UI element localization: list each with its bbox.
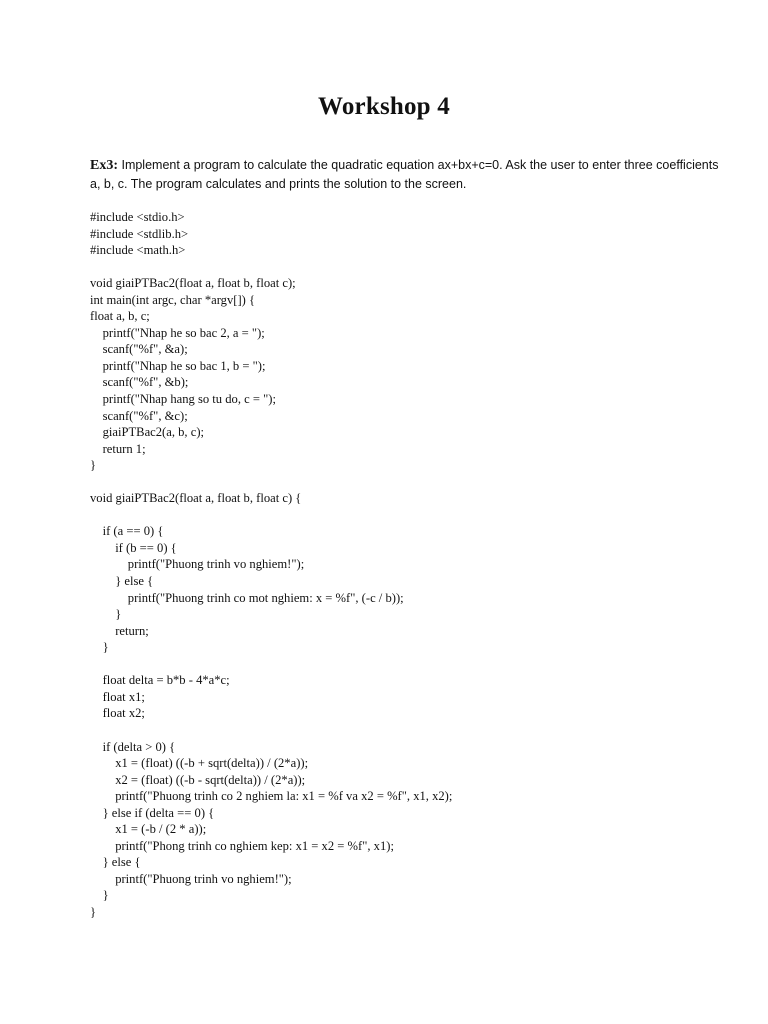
exercise-description: Implement a program to calculate the quadratic equation ax+bx+c=0. Ask the user to enter three coefficients a, b, c. The program calculates and prints the solution to the screen. (90, 158, 719, 191)
code-line: float x2; (90, 706, 145, 721)
code-line (90, 656, 730, 673)
exercise-label: Ex3: (90, 158, 118, 173)
code-line: } (90, 640, 109, 655)
code-line: printf("Nhap he so bac 1, b = "); (90, 358, 266, 373)
code-line: x1 = (float) ((-b + sqrt(delta)) / (2*a)); (90, 756, 309, 771)
code-line: x2 = (float) ((-b - sqrt(delta)) / (2*a)); (90, 772, 306, 787)
code-line: int main(int argc, char *argv[]) { (90, 292, 256, 307)
code-line: printf("Phuong trinh co mot nghiem: x = %f", (-c / b)); (90, 590, 404, 605)
code-line: giaiPTBac2(a, b, c); (90, 425, 205, 440)
code-line: #include <math.h> (90, 243, 186, 258)
code-line: float delta = b*b - 4*a*c; (90, 673, 230, 688)
code-line: } else { (90, 574, 154, 589)
code-line (90, 259, 730, 276)
code-line: } else { (90, 855, 141, 870)
code-line: } (90, 904, 97, 919)
code-line: printf("Phong trinh co nghiem kep: x1 = x2 = %f", x1); (90, 838, 394, 853)
code-line: scanf("%f", &b); (90, 375, 189, 390)
code-block (90, 209, 730, 921)
code-line: float x1; (90, 689, 145, 704)
code-line: printf("Phuong trinh vo nghiem!"); (90, 557, 305, 572)
code-line: x1 = (-b / (2 * a)); (90, 822, 207, 837)
code-line: } (90, 888, 109, 903)
code-line: void giaiPTBac2(float a, float b, float c); (90, 276, 296, 291)
code-line: } (90, 458, 97, 473)
code-line: } else if (delta == 0) { (90, 805, 215, 820)
code-line: return 1; (90, 441, 146, 456)
code-line: } (90, 607, 122, 622)
exercise-paragraph (90, 156, 730, 194)
code-line (90, 722, 730, 739)
code-line (90, 507, 730, 524)
code-line: void giaiPTBac2(float a, float b, float c) { (90, 491, 302, 506)
document-title: Workshop 4 (318, 93, 450, 120)
code-line: return; (90, 623, 149, 638)
code-line: if (a == 0) { (90, 524, 164, 539)
code-line: scanf("%f", &c); (90, 408, 188, 423)
code-line: printf("Phuong trinh vo nghiem!"); (90, 871, 292, 886)
code-line (90, 474, 730, 491)
code-line: printf("Phuong trinh co 2 nghiem la: x1 = %f va x2 = %f", x1, x2); (90, 789, 453, 804)
code-line: #include <stdio.h> (90, 210, 185, 224)
code-line: if (delta > 0) { (90, 739, 176, 754)
code-line: if (b == 0) { (90, 540, 177, 555)
code-line: printf("Nhap he so bac 2, a = "); (90, 325, 265, 340)
code-line: scanf("%f", &a); (90, 342, 188, 357)
code-line: float a, b, c; (90, 309, 150, 324)
code-line: printf("Nhap hang so tu do, c = "); (90, 392, 276, 407)
code-line: #include <stdlib.h> (90, 226, 189, 241)
